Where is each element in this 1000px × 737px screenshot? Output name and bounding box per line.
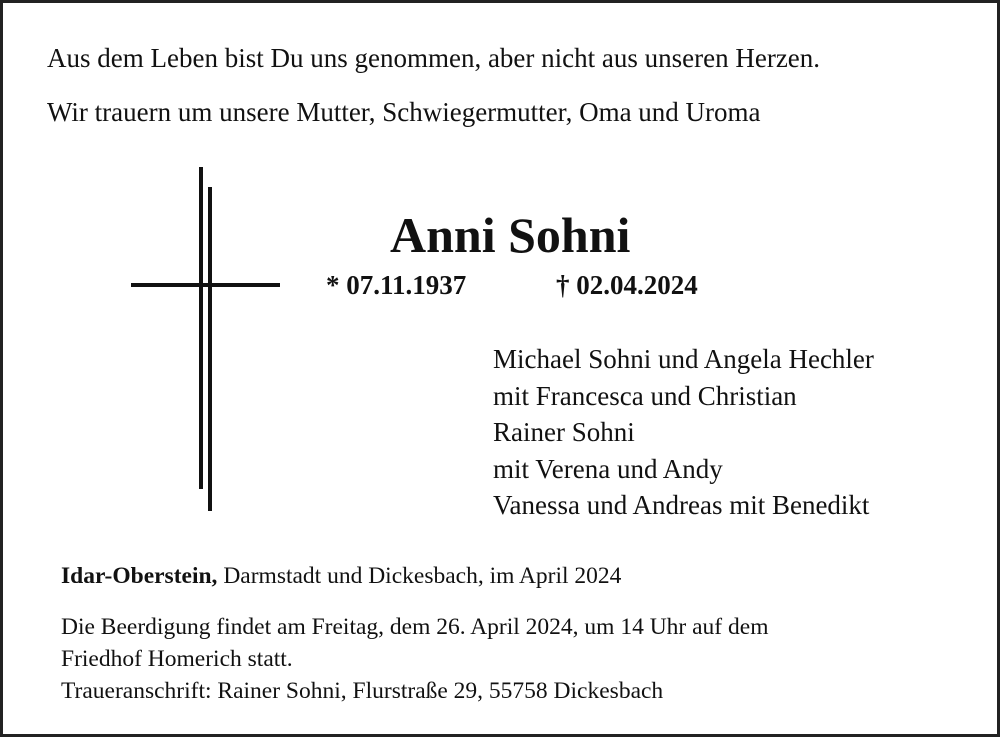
intro-line-2: Wir trauern um unsere Mutter, Schwiegermutter, Oma und Uroma (47, 97, 761, 127)
funeral-info-line-1: Die Beerdigung findet am Freitag, dem 26. April 2024, um 14 Uhr auf dem (61, 614, 769, 640)
mourner-line: Rainer Sohni (493, 417, 635, 447)
mourner-line: mit Verena und Andy (493, 453, 723, 484)
death-date: † 02.04.2024 (556, 270, 698, 300)
place-date-rest: Darmstadt und Dickesbach, im April 2024 (217, 563, 622, 589)
deceased-name: Anni Sohni (390, 207, 631, 263)
cross-horizontal-bar (131, 283, 280, 287)
cross-vertical-bar-1 (199, 167, 203, 489)
birth-date: * 07.11.1937 (326, 270, 467, 300)
intro-line-1: Aus dem Leben bist Du uns genommen, aber nicht aus unseren Herzen. (47, 43, 821, 73)
place-date-line (61, 563, 621, 590)
funeral-info-line-2: Friedhof Homerich statt. (61, 646, 293, 672)
mourner-line: mit Francesca und Christian (493, 380, 797, 411)
mourners-list (493, 341, 874, 524)
mourner-line: Michael Sohni und Angela Hechler (493, 344, 874, 374)
cross-vertical-bar-2 (208, 187, 212, 511)
place-city: Idar-Oberstein, (61, 563, 218, 589)
mourner-line: Vanessa und Andreas mit Benedikt (493, 490, 870, 520)
condolence-address: Traueranschrift: Rainer Sohni, Flurstraße 29, 55758 Dickesbach (61, 678, 664, 704)
